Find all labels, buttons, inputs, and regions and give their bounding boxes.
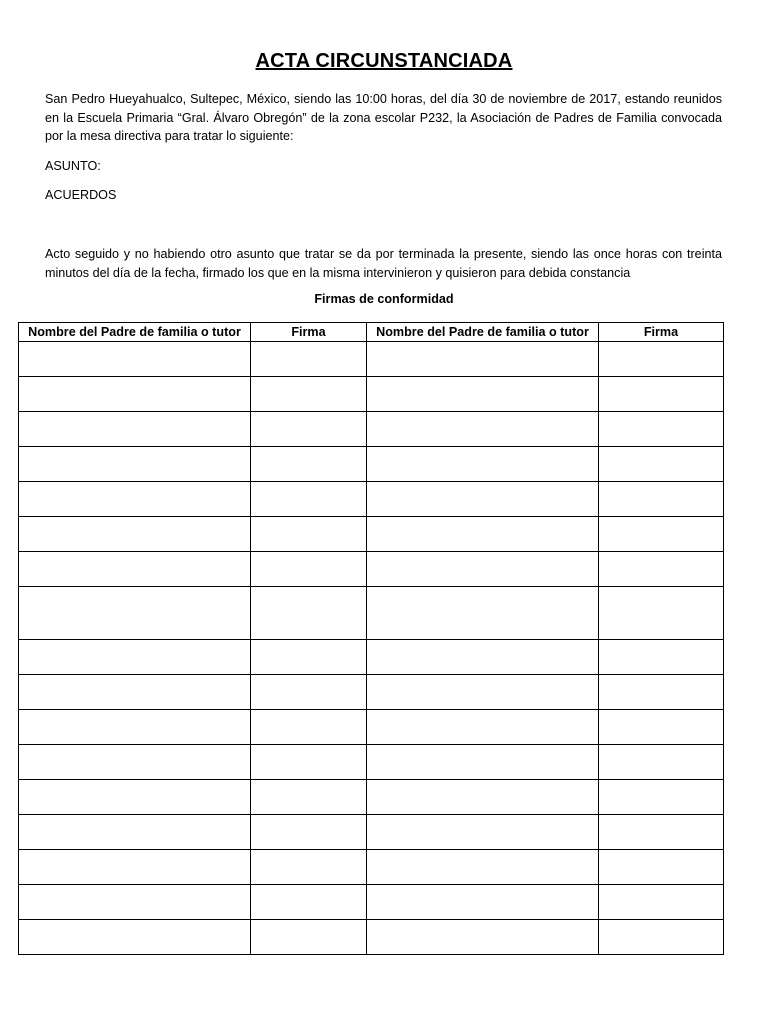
signature-cell[interactable] bbox=[251, 587, 367, 640]
parent-name-cell[interactable] bbox=[19, 745, 251, 780]
parent-name-cell[interactable] bbox=[19, 482, 251, 517]
table-row bbox=[19, 850, 724, 885]
parent-name-cell[interactable] bbox=[367, 745, 599, 780]
parent-name-cell[interactable] bbox=[367, 815, 599, 850]
signature-cell[interactable] bbox=[251, 710, 367, 745]
parent-name-cell[interactable] bbox=[367, 780, 599, 815]
signature-cell[interactable] bbox=[599, 412, 724, 447]
table-row bbox=[19, 745, 724, 780]
signature-cell[interactable] bbox=[251, 885, 367, 920]
signature-cell[interactable] bbox=[251, 517, 367, 552]
parent-name-cell[interactable] bbox=[367, 482, 599, 517]
signature-cell[interactable] bbox=[251, 447, 367, 482]
parent-name-cell[interactable] bbox=[19, 640, 251, 675]
parent-name-cell[interactable] bbox=[367, 517, 599, 552]
parent-name-cell[interactable] bbox=[367, 675, 599, 710]
parent-name-cell[interactable] bbox=[19, 587, 251, 640]
signature-cell[interactable] bbox=[599, 447, 724, 482]
signature-cell[interactable] bbox=[251, 850, 367, 885]
parent-name-cell[interactable] bbox=[19, 412, 251, 447]
signature-cell[interactable] bbox=[599, 640, 724, 675]
parent-name-cell[interactable] bbox=[19, 342, 251, 377]
signature-cell[interactable] bbox=[251, 815, 367, 850]
signature-cell[interactable] bbox=[599, 745, 724, 780]
asunto-label: ASUNTO: bbox=[45, 159, 101, 173]
signature-cell[interactable] bbox=[599, 377, 724, 412]
parent-name-cell[interactable] bbox=[19, 780, 251, 815]
signature-cell[interactable] bbox=[599, 517, 724, 552]
header-signature-1: Firma bbox=[251, 323, 367, 342]
signature-cell[interactable] bbox=[599, 587, 724, 640]
signature-cell[interactable] bbox=[599, 482, 724, 517]
table-row bbox=[19, 885, 724, 920]
signature-cell[interactable] bbox=[251, 482, 367, 517]
parent-name-cell[interactable] bbox=[19, 377, 251, 412]
parent-name-cell[interactable] bbox=[19, 885, 251, 920]
table-row bbox=[19, 447, 724, 482]
signature-cell[interactable] bbox=[599, 710, 724, 745]
parent-name-cell[interactable] bbox=[367, 447, 599, 482]
parent-name-cell[interactable] bbox=[367, 850, 599, 885]
parent-name-cell[interactable] bbox=[19, 920, 251, 955]
signature-cell[interactable] bbox=[251, 920, 367, 955]
signature-cell[interactable] bbox=[251, 640, 367, 675]
parent-name-cell[interactable] bbox=[367, 412, 599, 447]
signature-cell[interactable] bbox=[251, 745, 367, 780]
signature-cell[interactable] bbox=[251, 377, 367, 412]
table-row bbox=[19, 552, 724, 587]
intro-paragraph: San Pedro Hueyahualco, Sultepec, México, siendo las 10:00 horas, del día 30 de noviembre de 2017, estando reunidos en la Escuela Primaria “Gral. Álvaro Obregón” de la zona escolar P232, la Asociación de Padres de Familia convocada por la mesa directiva para tratar lo siguiente: bbox=[45, 92, 722, 143]
signatures-table-body bbox=[19, 342, 724, 955]
signature-cell[interactable] bbox=[251, 780, 367, 815]
table-row bbox=[19, 675, 724, 710]
signature-cell[interactable] bbox=[599, 780, 724, 815]
signature-cell[interactable] bbox=[251, 412, 367, 447]
signature-cell[interactable] bbox=[599, 342, 724, 377]
parent-name-cell[interactable] bbox=[19, 517, 251, 552]
parent-name-cell[interactable] bbox=[19, 850, 251, 885]
signature-cell[interactable] bbox=[251, 675, 367, 710]
parent-name-cell[interactable] bbox=[19, 675, 251, 710]
parent-name-cell[interactable] bbox=[367, 587, 599, 640]
parent-name-cell[interactable] bbox=[367, 377, 599, 412]
signatures-table bbox=[18, 322, 724, 955]
parent-name-cell[interactable] bbox=[19, 552, 251, 587]
table-row bbox=[19, 587, 724, 640]
signature-cell[interactable] bbox=[251, 342, 367, 377]
table-row bbox=[19, 710, 724, 745]
closing-paragraph: Acto seguido y no habiendo otro asunto que tratar se da por terminada la presente, siendo las once horas con treinta minutos del día de la fecha, firmado los que en la misma intervinieron y quisieron para debida constancia bbox=[45, 247, 722, 280]
parent-name-cell[interactable] bbox=[367, 342, 599, 377]
table-row bbox=[19, 517, 724, 552]
table-row bbox=[19, 815, 724, 850]
table-row bbox=[19, 780, 724, 815]
parent-name-cell[interactable] bbox=[19, 815, 251, 850]
parent-name-cell[interactable] bbox=[367, 710, 599, 745]
parent-name-cell[interactable] bbox=[19, 447, 251, 482]
header-parent-name-2: Nombre del Padre de familia o tutor bbox=[367, 323, 599, 342]
signatures-title: Firmas de conformidad bbox=[314, 292, 454, 306]
acuerdos-label: ACUERDOS bbox=[45, 188, 117, 202]
parent-name-cell[interactable] bbox=[367, 885, 599, 920]
header-signature-2: Firma bbox=[599, 323, 724, 342]
document-title: ACTA CIRCUNSTANCIADA bbox=[255, 50, 513, 72]
signature-cell[interactable] bbox=[599, 675, 724, 710]
signature-cell[interactable] bbox=[599, 815, 724, 850]
table-row bbox=[19, 920, 724, 955]
parent-name-cell[interactable] bbox=[367, 552, 599, 587]
table-header-row bbox=[19, 323, 724, 342]
table-row bbox=[19, 377, 724, 412]
signature-cell[interactable] bbox=[251, 552, 367, 587]
table-row bbox=[19, 482, 724, 517]
table-row bbox=[19, 412, 724, 447]
header-parent-name-1: Nombre del Padre de familia o tutor bbox=[19, 323, 251, 342]
signature-cell[interactable] bbox=[599, 920, 724, 955]
parent-name-cell[interactable] bbox=[367, 920, 599, 955]
table-row bbox=[19, 342, 724, 377]
table-row bbox=[19, 640, 724, 675]
signature-cell[interactable] bbox=[599, 552, 724, 587]
signature-cell[interactable] bbox=[599, 885, 724, 920]
signature-cell[interactable] bbox=[599, 850, 724, 885]
parent-name-cell[interactable] bbox=[19, 710, 251, 745]
parent-name-cell[interactable] bbox=[367, 640, 599, 675]
